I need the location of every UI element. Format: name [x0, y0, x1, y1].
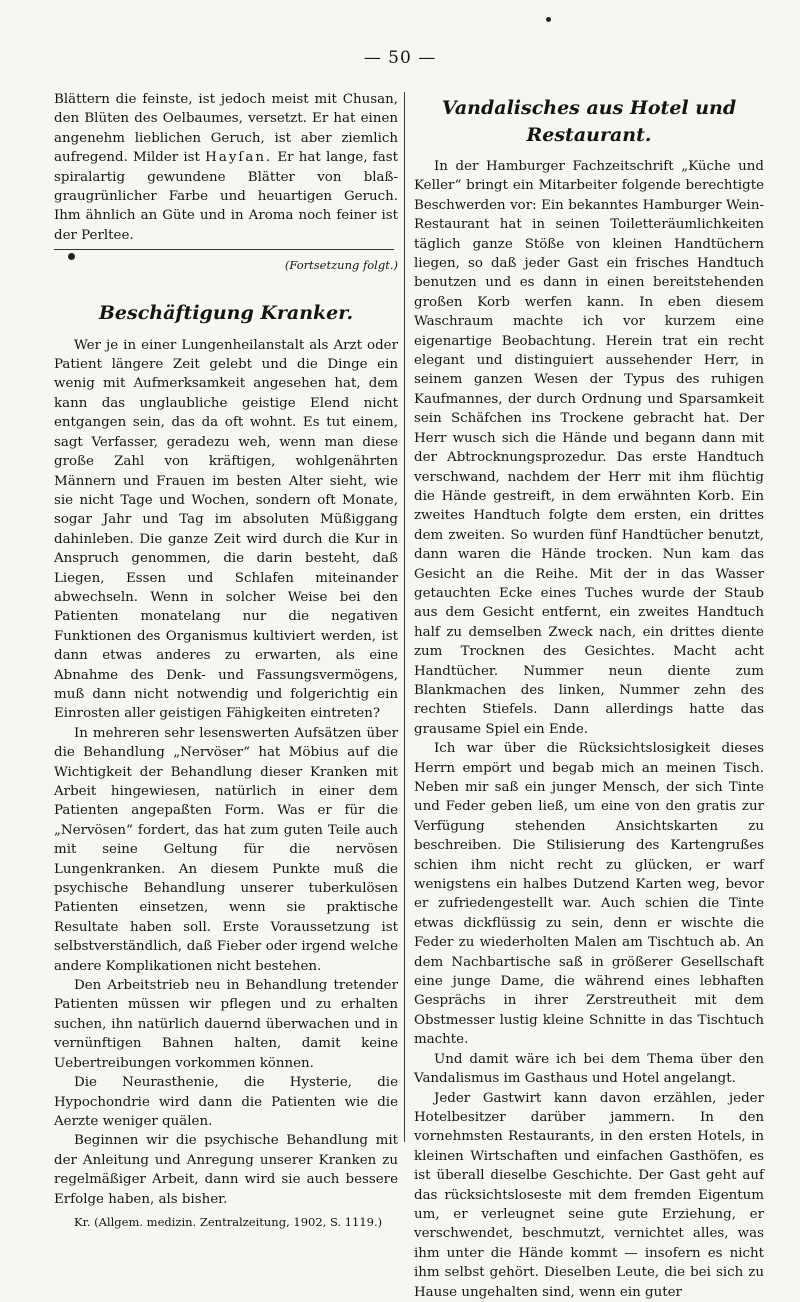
right-paragraph-2: Ich war über die Rücksichtslosigkeit dieses Herrn empört und begab mich an meinen Tisch. Neben mir saß ein junger Mensch, der sich Tinte und Feder geben ließ, um eine von den gratis zur Verfügung stehenden Ansichtskarten zu beschreiben. Die Stilisierung des Kartengrußes schien ihm nicht recht zu glücken, er warf wenigstens ein halbes Dutzend Karten weg, bevor er zufriedengestellt war. Auch schien die Tinte etwas dickflüssig zu sein, denn er wischte die Feder zu wiederholten Malen am Tischtuch ab. An dem Nachbartische saß in größerer Gesellschaft eine junge Dame, die während eines lebhaften Gesprächs in ihrer Zerstreutheit mit dem Obstmesser lustig kleine Schnitte in das Tischtuch machte.	[414, 741, 764, 1048]
continued-text	[54, 90, 398, 245]
left-paragraph-4: Die Neurasthenie, die Hysterie, die Hypochondrie wird dann die Patienten wie die Aerzte weniger quälen.	[54, 1075, 398, 1129]
right-paragraph-1: In der Hamburger Fachzeitschrift „Küche und Keller“ bringt ein Mitarbeiter folgende berechtigte Beschwerden vor: Ein bekanntes Hamburger Wein-Restaurant hat in seinen Toiletteräumlichkeiten täglich ganze Stöße von kleinen Handtüchern liegen, so daß jeder Gast ein frisches Handtuch benutzen und es dann in einen bereitstehenden großen Korb werfen kann. In eben diesem Waschraum machte ich vor kurzem eine eigenartige Beobachtung. Herein trat ein recht elegant und distinguiert aussehender Herr, in seinem ganzen Wesen der Typus des ruhigen Kaufmannes, der durch Ordnung und Sparsamkeit sein Schäfchen ins Trockene gebracht hat. Der Herr wusch sich die Hände und begann dann mit der Abtrocknungsprozedur. Das erste Handtuch verschwand, nachdem der Herr mit ihm flüchtig die Hände gestreift, in dem erwähnten Korb. Ein zweites Handtuch folgte dem ersten, ein drittes dem zweiten. So wurden fünf Handtücher benutzt, dann waren die Hände trocken. Nun kam das Gesicht an die Reihe. Mit der in das Wasser getauchten Ecke eines Tuches wurde der Staub aus dem Gesicht entfernt, ein zweites Handtuch half zu demselben Zweck nach, ein drittes diente zum Trocknen des Gesichtes. Macht acht Handtücher. Nummer neun diente zum Blankmachen des linken, Nummer zehn des rechten Stiefels. Dann allerdings hatte das grausame Spiel ein Ende.	[414, 159, 764, 737]
separator-line	[54, 249, 394, 250]
right-paragraph-3: Und damit wäre ich bei dem Thema über den Vandalismus im Gasthaus und Hotel angelangt.	[414, 1051, 764, 1087]
left-column	[54, 90, 398, 1232]
left-paragraph-3: Den Arbeitstrieb neu in Behandlung tretender Patienten müssen wir pflegen und zu erhalten suchen, ihn natürlich dauernd überwachen und in vernünftigen Bahnen halten, damit keine Uebertreibungen vorkommen können.	[54, 978, 398, 1071]
left-paragraph-5: Beginnen wir die psychische Behandlung mit der Anleitung und Anregung unserer Kranken zu regelmäßiger Arbeit, dann wird sie auch bessere Erfolge haben, als bisher.	[54, 1133, 398, 1207]
print-speck	[546, 17, 551, 22]
article-title-left: Beschäftigung Kranker.	[98, 301, 354, 324]
continued-text-part1: Blättern die feinste, ist jedoch meist mit Chusan, den Blüten des Oelbaumes, versetzt. Er hat einen angenehm lieblichen Geruch, ist aber ziemlich aufregend. Milder ist	[54, 92, 398, 166]
left-paragraph-1: Wer je in einer Lungenheilanstalt als Arzt oder Patient längere Zeit gelebt und die Dinge ein wenig mit Aufmerksamkeit angesehen hat, dem kann das unglaubliche geistige Elend nicht entgangen sein, das da oft wohnt. Es tut einem, sagt Verfasser, geradezu weh, wenn man diese große Zahl von kräftigen, wohlgenährten Männern und Frauen im besten Alter sieht, wie sie nicht Tage und Wochen, sondern oft Monate, sogar Jahr und Tag im absoluten Müßiggang dahinleben. Die ganze Zeit wird durch die Kur in Anspruch genommen, die darin besteht, daß Liegen, Essen und Schlafen miteinander abwechseln. Wenn in solcher Weise bei den Patienten monatelang nur die negativen Funktionen des Organismus kultiviert werden, ist dann etwas anderes zu erwarten, als eine Abnahme des Denk- und Fassungsvermögens, muß dann nicht notwendig und folgerichtig ein Einrosten aller geistigen Fähigkeiten eintreten?	[54, 337, 398, 722]
continued-text-part2: Er hat lange, fast spiralartig gewundene Blätter von blaß-graugrünlicher Farbe und heuartigen Geruch. Ihm ähnlich an Güte und in Aroma noch feiner ist der Perltee.	[54, 150, 398, 243]
hayshan-word: Hayſan.	[205, 150, 273, 166]
page-number: — 50 —	[363, 48, 437, 68]
right-paragraph-4: Jeder Gastwirt kann davon erzählen, jeder Hotelbesitzer darüber jammern. In den vornehmsten Restaurants, in den ersten Hotels, in kleinen Wirtschaften und einfachen Gasthöfen, es ist überall dieselbe Geschichte. Der Gast geht auf das rücksichtsloseste mit dem fremden Eigentum um, er verleugnet seine gute Erziehung, er verschwendet, beschmutzt, vernichtet alles, was ihm unter die Hände kommt — insofern es nicht ihm selbst gehört. Dieselben Leute, die bei sich zu Hause ungehalten sind, wenn ein guter	[414, 1090, 764, 1300]
source-citation: Kr. (Allgem. medizin. Zentralzeitung, 1902, S. 1119.)	[74, 1214, 383, 1229]
article-title-right: Vandalisches aus Hotel und Restaurant.	[441, 97, 737, 146]
column-divider	[404, 92, 405, 1142]
left-paragraph-2: In mehreren sehr lesenswerten Aufsätzen über die Behandlung „Nervöser“ hat Möbius auf die Wichtigkeit der Behandlung dieser Kranken mit Arbeit hingewiesen, natürlich in einer dem Patienten angepaßten Form. Was er für die „Nervösen“ fordert, das hat zum guten Teile auch mit seine Geltung für die nervösen Lungenkranken. An diesem Punkte muß die psychische Behandlung unserer tuberkulösen Patienten einsetzen, wenn sie praktische Resultate haben soll. Erste Voraussetzung ist selbstverständlich, daß Fieber oder irgend welche andere Komplikationen nicht bestehen.	[54, 725, 398, 974]
right-column	[414, 95, 764, 1302]
continuation-note: (Fortsetzung folgt.)	[284, 258, 398, 273]
